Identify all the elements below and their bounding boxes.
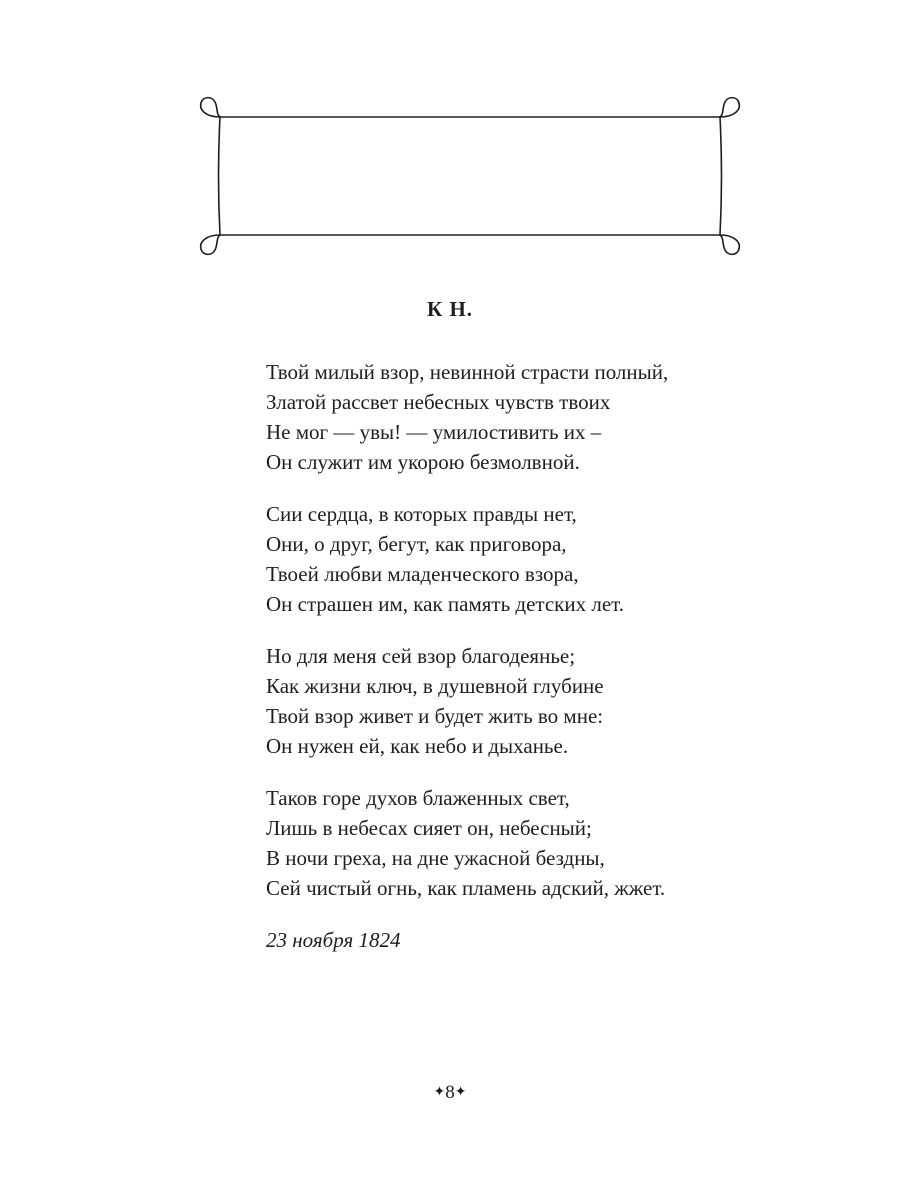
poem-line: Они, о друг, бегут, как приговора,: [266, 532, 567, 556]
stanza-1: [266, 357, 786, 477]
poem-line: Златой рассвет небесных чувств твоих: [266, 390, 611, 414]
stanza-2: [266, 499, 786, 619]
poem-title: К Н.: [426, 297, 474, 321]
poem-line: Но для меня сей взор благодеянье;: [266, 644, 576, 668]
poem-line: Сии сердца, в которых правды нет,: [266, 502, 577, 526]
diamond-flourish-icon: ✦: [433, 1085, 446, 1100]
poem-body: [266, 357, 786, 955]
poem-line: Твой милый взор, невинной страсти полный,: [266, 360, 669, 384]
page-number: 8: [445, 1082, 455, 1103]
poem-line: Твоей любви младенческого взора,: [266, 562, 579, 586]
poem-line: Твой взор живет и будет жить во мне:: [266, 704, 604, 728]
poem-line: Он служит им укорою безмолвной.: [266, 450, 580, 474]
poem-line: Таков горе духов блаженных свет,: [266, 786, 570, 810]
scroll-frame-icon: [196, 93, 744, 259]
page-number-footer: [0, 1082, 900, 1104]
poem-line: Как жизни ключ, в душевной глубине: [266, 674, 604, 698]
stanza-4: [266, 783, 786, 903]
poem-line: Лишь в небесах сияет он, небесный;: [266, 816, 592, 840]
poem-line: Сей чистый огнь, как пламень адский, жжет.: [266, 876, 666, 900]
diamond-flourish-icon: ✦: [454, 1085, 467, 1100]
stanza-3: [266, 641, 786, 761]
poem-line: В ночи греха, на дне ужасной бездны,: [266, 846, 605, 870]
decorative-cartouche-frame: [196, 93, 744, 259]
poem-line: Он нужен ей, как небо и дыханье.: [266, 734, 569, 758]
poem-date: 23 ноября 1824: [266, 928, 401, 952]
poem-line: Он страшен им, как память детских лет.: [266, 592, 625, 616]
poem-line: Не мог — увы! — умилостивить их –: [266, 420, 602, 444]
